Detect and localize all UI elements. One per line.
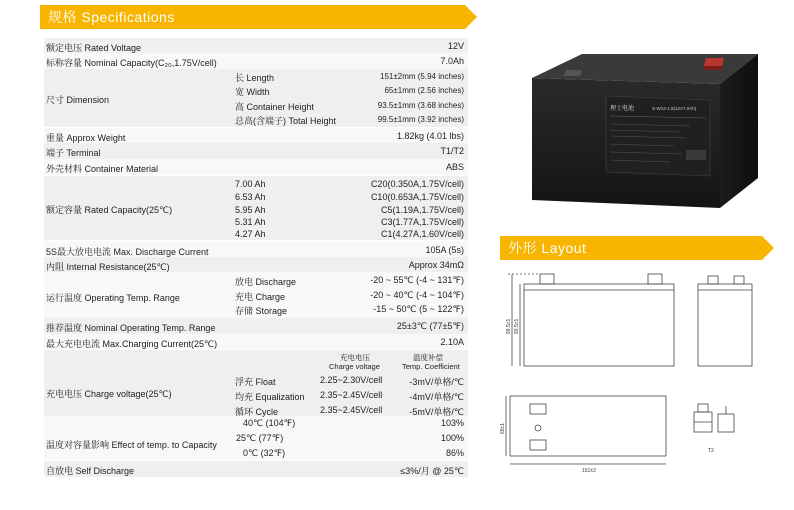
max-charging-value: 2.10A — [440, 337, 464, 347]
nominal-temp-value: 25±3℃ (77±5℉) — [396, 321, 464, 331]
charge-voltage-label: 充电电压 Charge voltage(25℃) — [46, 389, 172, 399]
temp-effect-value: 103% — [440, 418, 464, 428]
max-discharge-label: 5S最大放电电流 Max. Discharge Current — [46, 247, 209, 257]
charge-mode-voltage: 2.35~2.45V/cell — [320, 405, 383, 415]
internal-resistance-value: Approx 34mΩ — [408, 260, 464, 270]
max-discharge-value: 105A (5s) — [425, 245, 464, 255]
operating-temp-item-value: -20 ~ 40℃ (-4 ~ 104℉) — [370, 290, 464, 300]
charge-voltage-col-en: Charge voltage — [329, 362, 380, 371]
operating-temp-item-name: 存储 Storage — [235, 306, 288, 316]
charge-mode-coef: -5mV/单格/℃ — [409, 407, 464, 417]
dimension-label: 尺寸 Dimension — [46, 95, 110, 105]
battery-photo — [510, 40, 780, 220]
dimension-item-name: 宽 Width — [235, 87, 270, 97]
terminal-label: T2 — [708, 448, 714, 454]
charge-mode-name: 浮充 Float — [235, 377, 276, 387]
header-arrow — [465, 5, 477, 29]
layout-title: 外形 Layout — [508, 240, 587, 256]
rated-capacity-label: 额定容量 Rated Capacity(25℃) — [46, 205, 173, 215]
self-discharge-label: 自放电 Self Discharge — [46, 466, 135, 476]
specifications-header — [40, 5, 465, 29]
capacity-ah: 6.53 Ah — [235, 192, 266, 202]
height-container-label: 93.5±1 — [514, 318, 520, 334]
height-total-label: 99.5±1 — [506, 318, 512, 334]
temp-effect-label: 温度对容量影响 Effect of temp. to Capacity — [46, 440, 217, 450]
max-charging-label: 最大充电电流 Max.Charging Current(25℃) — [46, 339, 218, 349]
temp-coef-col-cn: 温度补偿 — [413, 353, 443, 362]
capacity-rate: C3(1.77A,1.75V/cell) — [380, 217, 464, 227]
container-value: ABS — [445, 162, 464, 172]
nominal-capacity-value: 7.0Ah — [440, 56, 464, 66]
dimension-item-value: 151±2mm (5.94 inches) — [380, 72, 464, 81]
capacity-ah: 5.31 Ah — [235, 217, 266, 227]
nominal-capacity-label: 标称容量 Nominal Capacity(C₂₀,1.75V/cell) — [46, 58, 217, 68]
charge-mode-voltage: 2.35~2.45V/cell — [320, 390, 383, 400]
charge-voltage-col-cn: 充电电压 — [340, 353, 370, 362]
capacity-ah: 7.00 Ah — [235, 179, 266, 189]
width-label: 65±1 — [500, 422, 506, 434]
temp-effect-value: 100% — [440, 433, 464, 443]
front-view-drawing — [500, 264, 700, 374]
operating-temp-label: 运行温度 Operating Temp. Range — [46, 293, 180, 303]
capacity-rate: C10(0.653A,1.75V/cell) — [370, 192, 464, 202]
specifications-title: 规格 Specifications — [48, 9, 175, 25]
battery-brand-text: 理士电池 — [610, 106, 635, 112]
terminal-label: 端子 Terminal — [46, 148, 101, 158]
dimension-item-value: 65±1mm (2.56 inches) — [384, 86, 464, 95]
top-view-drawing — [500, 388, 700, 478]
temp-effect-temp: 40℃ (104℉) — [243, 418, 296, 428]
temp-coef-col-en: Temp. Coefficient — [402, 362, 460, 371]
layout-header — [500, 236, 762, 260]
rated-voltage-label: 额定电压 Rated Voltage — [46, 43, 142, 53]
rated-voltage-value: 12V — [447, 41, 464, 51]
dimension-item-name: 高 Container Height — [235, 102, 315, 112]
row-bg — [44, 143, 468, 159]
length-label: 151±2 — [582, 468, 596, 474]
header-arrow — [762, 236, 774, 260]
capacity-rate: C20(0.350A,1.75V/cell) — [370, 179, 464, 189]
operating-temp-item-name: 充电 Charge — [235, 292, 286, 302]
nominal-temp-label: 推荐温度 Nominal Operating Temp. Range — [46, 323, 216, 333]
terminal-detail-drawing — [688, 400, 768, 460]
container-label: 外壳材料 Container Material — [46, 164, 159, 174]
dimension-item-name: 长 Length — [235, 73, 275, 83]
terminal-value: T1/T2 — [440, 146, 464, 156]
charge-mode-coef: -3mV/单格/℃ — [409, 377, 464, 387]
charge-mode-voltage: 2.25~2.30V/cell — [320, 375, 383, 385]
battery-model-text: S-W12-1.8(12V7.0Ah) — [652, 106, 697, 111]
temp-effect-temp: 25℃ (77℉) — [236, 433, 284, 443]
capacity-rate: C1(4.27A,1.60V/cell) — [380, 229, 464, 239]
side-view-drawing — [688, 264, 768, 374]
self-discharge-value: ≤3%/月 @ 25℃ — [400, 466, 464, 476]
temp-effect-temp: 0℃ (32℉) — [243, 448, 286, 458]
capacity-ah: 4.27 Ah — [235, 229, 266, 239]
dimension-item-name: 总高(含端子) Total Height — [235, 116, 337, 126]
operating-temp-item-value: -20 ~ 55℃ (-4 ~ 131℉) — [370, 275, 464, 285]
weight-label: 重量 Approx Weight — [46, 133, 126, 143]
internal-resistance-label: 内阻 Internal Resistance(25℃) — [46, 262, 170, 272]
operating-temp-item-value: -15 ~ 50℃ (5 ~ 122℉) — [373, 304, 464, 314]
weight-value: 1.82kg (4.01 lbs) — [396, 131, 464, 141]
charge-mode-coef: -4mV/单格/℃ — [409, 392, 464, 402]
dimension-item-value: 99.5±1mm (3.92 inches) — [377, 115, 464, 124]
dimension-item-value: 93.5±1mm (3.68 inches) — [377, 101, 464, 110]
charge-mode-name: 均充 Equalization — [235, 392, 305, 402]
capacity-ah: 5.95 Ah — [235, 205, 266, 215]
capacity-rate: C5(1.19A,1.75V/cell) — [380, 205, 464, 215]
temp-effect-value: 86% — [445, 448, 464, 458]
charge-mode-name: 循环 Cycle — [235, 407, 279, 417]
operating-temp-item-name: 放电 Discharge — [235, 277, 297, 287]
